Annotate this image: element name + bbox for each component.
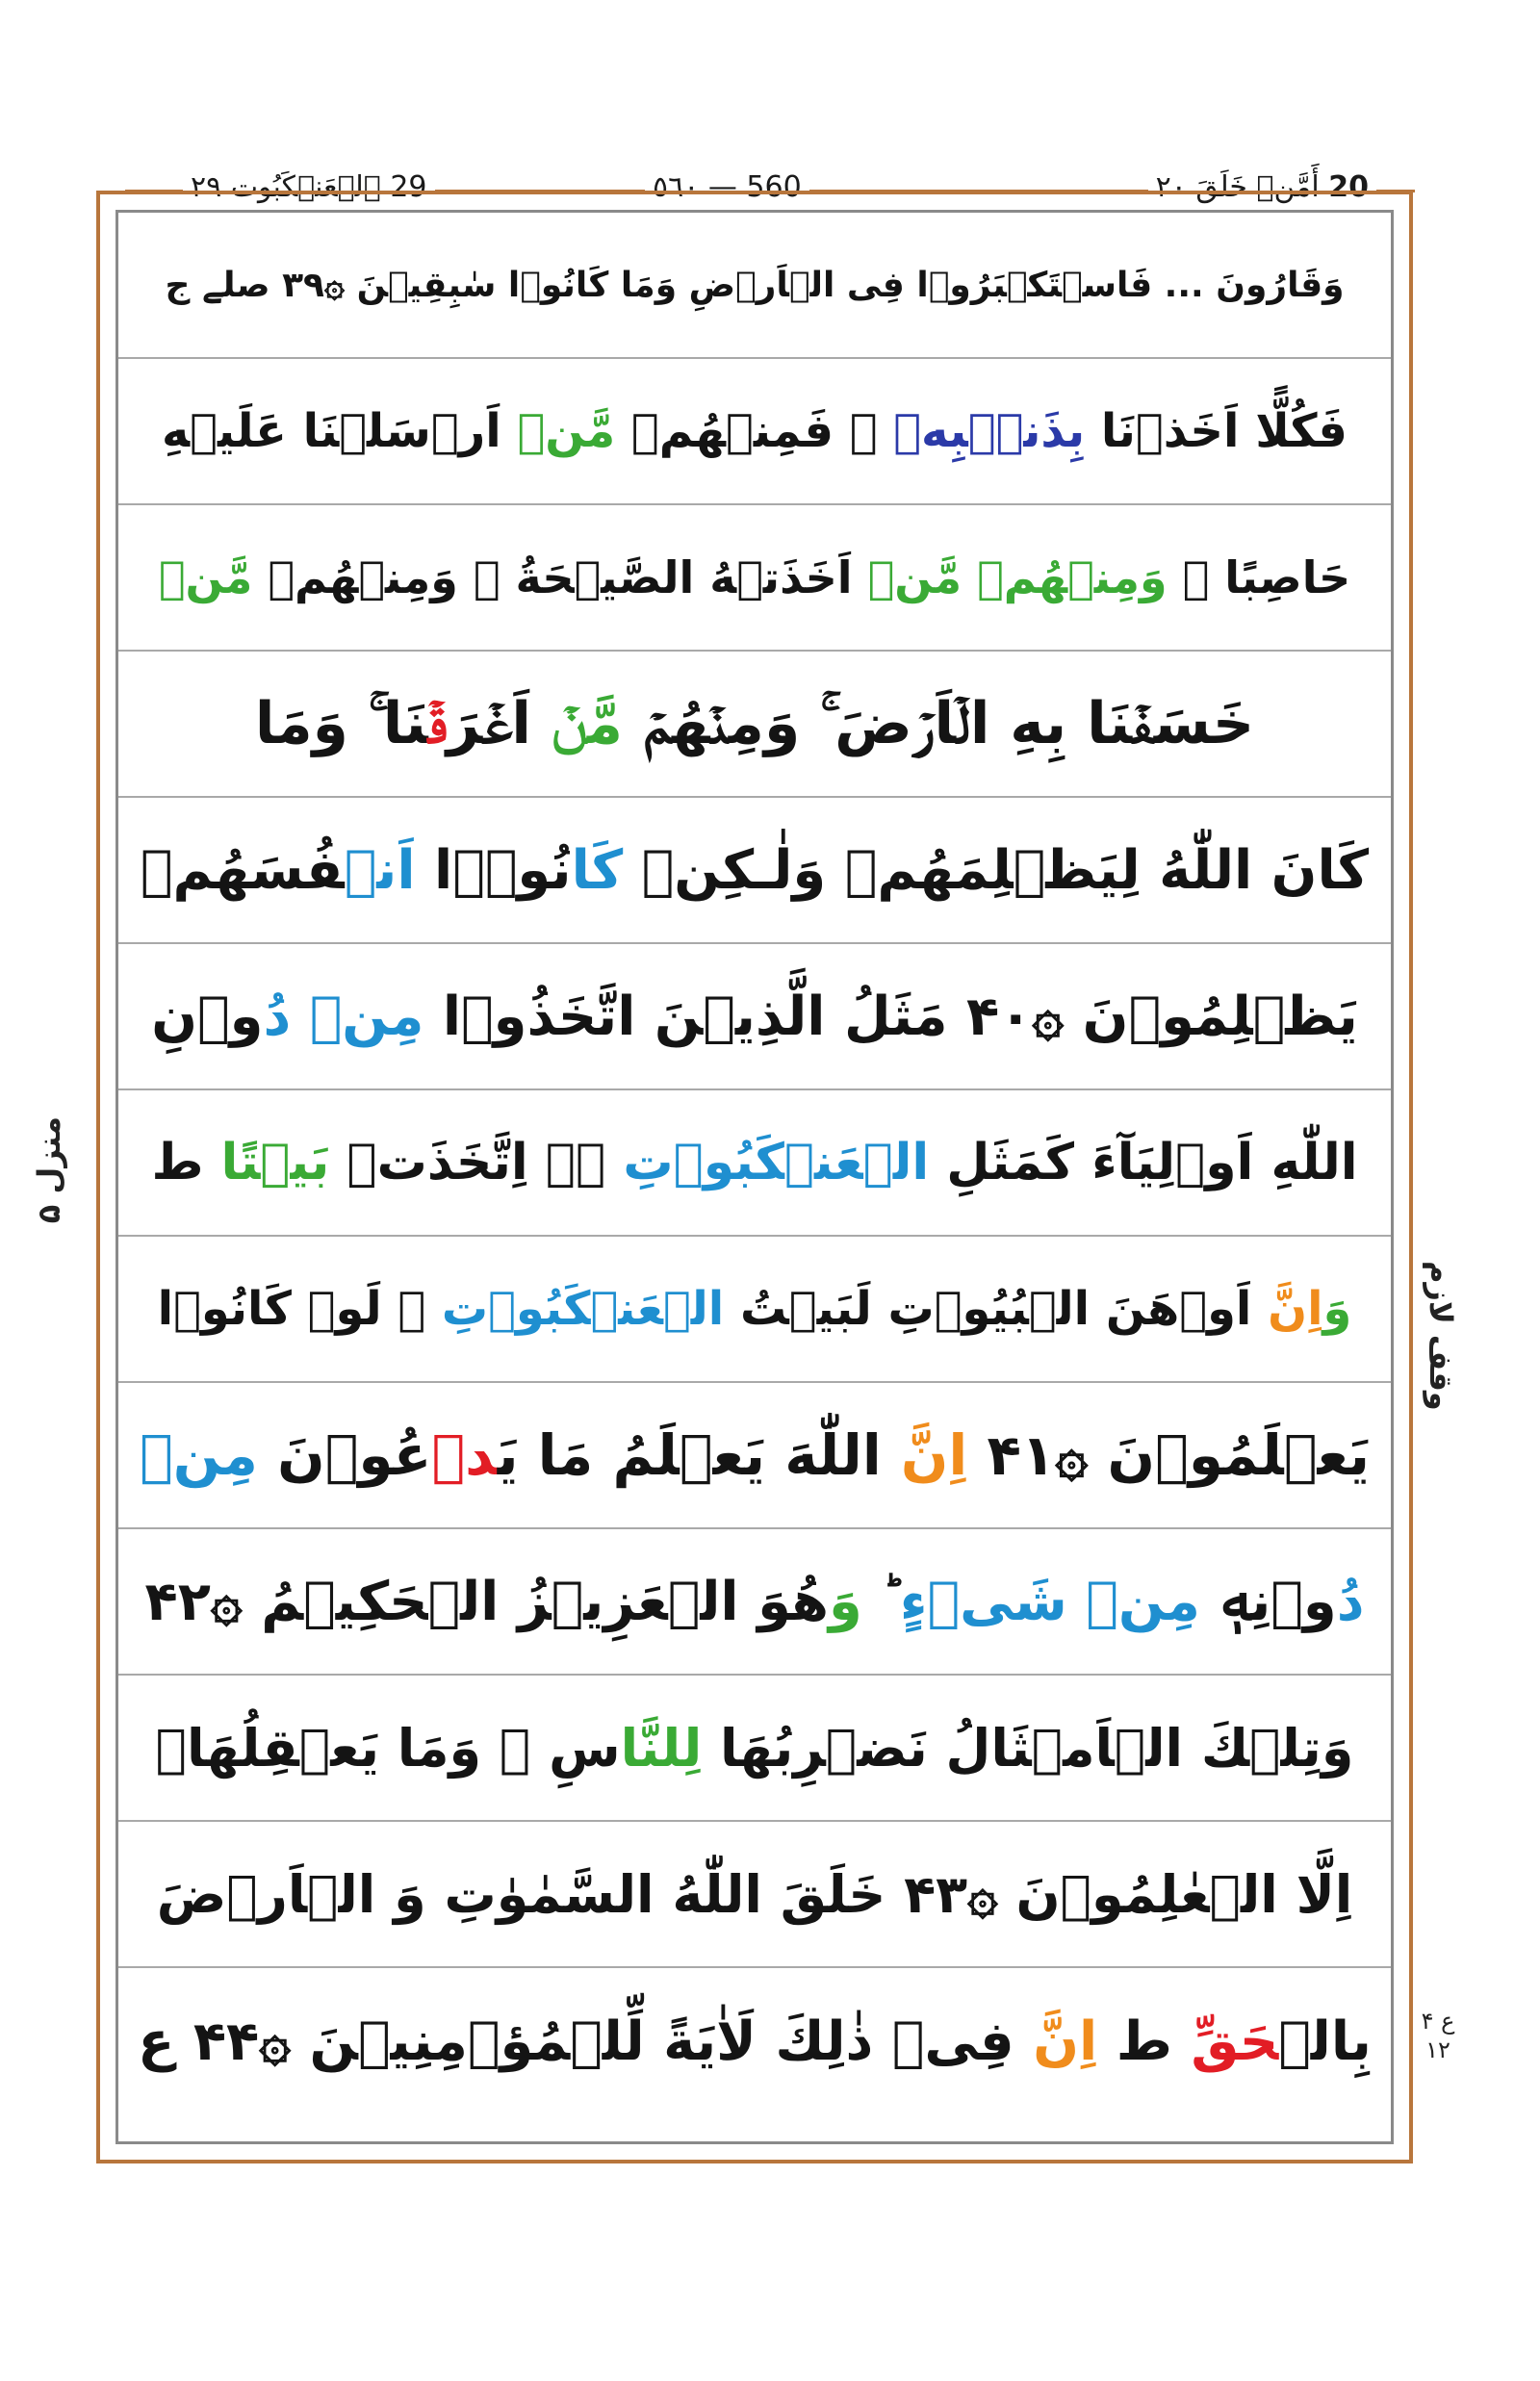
tajweed-navy-segment: بِذَنۡۢبِهٖ [893, 404, 1086, 458]
text-segment: سِ ۚ وَمَا يَعۡقِلُهَاۤ [155, 1717, 621, 1779]
tajweed-red-segment: قۡ [427, 690, 447, 757]
text-segment: فُسَهُمۡ [140, 838, 345, 902]
tajweed-green-segment: مَّنۡ [517, 404, 616, 458]
text-line-8 [118, 1237, 1391, 1383]
text-line-9 [118, 1383, 1391, 1529]
text-segment: وۡنِ [151, 985, 264, 1048]
text-line-10 [118, 1529, 1391, 1676]
text-line-2 [118, 359, 1391, 505]
manzil-marker: منزل ۵ [31, 1116, 67, 1224]
text-segment: حَاصِبًا ۚ [1167, 551, 1351, 603]
juz-name: أَمَّنۡ خَلَقَ ۲۰ [1155, 170, 1320, 204]
tajweed-blue-segment: اَنۡ [344, 838, 416, 902]
line-text [140, 1422, 1370, 1488]
line-text [162, 404, 1348, 458]
tajweed-green-segment: وَمِنۡهُمۡ مَّنۡ [867, 551, 1168, 603]
tajweed-green-segment: مَّنۡ [551, 690, 624, 757]
line-text [151, 1134, 1357, 1191]
text-segment: اللّٰهَ يَعۡلَمُ مَا يَ [497, 1422, 901, 1488]
text-line-6 [118, 944, 1391, 1090]
line-text [159, 551, 1350, 603]
text-segment: ۚ فَمِنۡهُمۡ [615, 404, 894, 458]
text-segment: فَكُلًّا اَخَذۡنَا [1085, 404, 1348, 458]
text-segment: خَسَفۡنَا بِهِ الۡاَرۡضَ ۚ وَمِنۡهُمۡ [623, 690, 1255, 757]
tajweed-blue-segment: كَا [571, 838, 624, 902]
text-line-4 [118, 652, 1391, 798]
page-frame-outer [96, 191, 1413, 2163]
text-segment: اللّٰهِ اَوۡلِيَآءَ كَمَثَلِ [929, 1134, 1358, 1191]
text-segment: وَتِلۡكَ الۡاَمۡثَالُ نَضۡرِبُهَا [702, 1717, 1354, 1779]
text-segment: اِلَّا الۡعٰلِمُوۡنَ ۞۴۳ خَلَقَ اللّٰهُ السَّمٰوٰتِ وَ الۡاَرۡضَ [156, 1863, 1353, 1925]
tajweed-blue-segment: الۡعَنۡكَبُوۡتِ [623, 1134, 930, 1191]
text-segment: ۘ لَوۡ كَانُوۡا [157, 1282, 442, 1336]
text-segment: بِالۡ [1278, 2010, 1372, 2073]
text-line-1 [118, 213, 1391, 359]
line-text [165, 266, 1344, 305]
tajweed-green-segment: لِلنَّا [620, 1717, 703, 1779]
tajweed-green-segment: بَيۡتًا [220, 1134, 330, 1191]
line-text [141, 839, 1369, 902]
tajweed-orange-segment: اِنَّ [900, 1422, 968, 1488]
line-text [158, 1282, 1352, 1336]
text-segment: ط [1097, 2010, 1192, 2073]
text-segment: اَرۡسَلۡنَا عَلَيۡهِ [162, 404, 518, 458]
text-segment: اَوۡهَنَ الۡبُيُوۡتِ لَبَيۡتُ [724, 1282, 1269, 1336]
tajweed-green-segment: مَّنۡ [158, 551, 253, 603]
tajweed-blue-segment: مِنۡ شَىۡءٍ [899, 1570, 1200, 1633]
tajweed-red-segment: دۡ [431, 1422, 498, 1488]
page-number: ٥٦٠ — 560 [645, 164, 809, 212]
text-segment: اَغۡرَ [446, 690, 552, 757]
text-segment: نُوۡۤا [415, 838, 572, 902]
tajweed-orange-segment: اِنَّ [1268, 1282, 1323, 1336]
text-line-5 [118, 798, 1391, 944]
tajweed-blue-segment: مِنۡ دُ [263, 985, 424, 1048]
text-segment: يَظۡلِمُوۡنَ ۞۴۰ مَثَلُ الَّذِيۡنَ اتَّخَذُوۡا [424, 985, 1358, 1048]
text-segment: ۖۚ اِتَّخَذَتۡ [329, 1134, 624, 1191]
line-text [151, 986, 1358, 1048]
juz-surah-label-left: 29 ٱلۡعَنۡكَبُوت ۲۹ [183, 164, 435, 212]
text-segment: هُوَ الۡعَزِيۡزُ الۡحَكِيۡمُ ۞۴۲ [144, 1570, 830, 1633]
line-text [255, 690, 1254, 757]
tajweed-red-segment: حَقِّ [1191, 2010, 1279, 2073]
text-segment: فِىۡ ذٰلِكَ لَاٰيَةً لِّلۡمُؤۡمِنِيۡنَ ۞۴۴ ع [138, 2010, 1034, 2073]
tajweed-blue-segment: دُ [1336, 1570, 1365, 1633]
text-line-11 [118, 1676, 1391, 1822]
ruku-marker: ع ۴ ۱۲ [1421, 2008, 1455, 2063]
waqf-lazim-marker: وقف لازم [1423, 1261, 1459, 1411]
text-segment: اَخَذَتۡهُ الصَّيۡحَةُ ۚ وَمِنۡهُمۡ [252, 551, 868, 603]
line-text [157, 1864, 1353, 1925]
text-line-12 [118, 1822, 1391, 1968]
text-segment: يَعۡلَمُوۡنَ ۞۴۱ [967, 1422, 1371, 1488]
text-segment: نَا ۚ وَمَا [254, 690, 428, 757]
line-text [138, 2010, 1372, 2073]
tajweed-blue-segment: مِنۡ [139, 1422, 258, 1488]
line-text [156, 1718, 1354, 1779]
text-line-7 [118, 1090, 1391, 1237]
text-segment: وۡنِهٖ [1199, 1570, 1337, 1633]
text-line-13 [118, 1968, 1391, 2114]
page-frame-inner [116, 210, 1394, 2144]
tajweed-orange-segment: اِنَّ [1033, 2010, 1098, 2073]
text-line-3 [118, 505, 1391, 652]
text-segment: وَقَارُونَ ... فَاسۡتَكۡبَرُوۡا فِى الۡاَرۡضِ وَمَا كَانُوۡا سٰبِقِيۡنَ ۞۳۹ صلے ج [165, 265, 1345, 305]
tajweed-green-segment: وَ [1322, 1282, 1352, 1336]
line-text [145, 1571, 1365, 1633]
text-segment: ط [151, 1134, 221, 1191]
text-segment: ؕ [861, 1570, 900, 1633]
tajweed-green-segment: وَ [829, 1570, 862, 1633]
text-segment: عُوۡنَ [257, 1422, 432, 1488]
text-segment: كَانَ اللّٰهُ لِيَظۡلِمَهُمۡ وَلٰـكِنۡ [623, 838, 1370, 902]
tajweed-blue-segment: الۡعَنۡكَبُوۡتِ [441, 1282, 725, 1336]
juz-number: 20 [1328, 170, 1369, 204]
